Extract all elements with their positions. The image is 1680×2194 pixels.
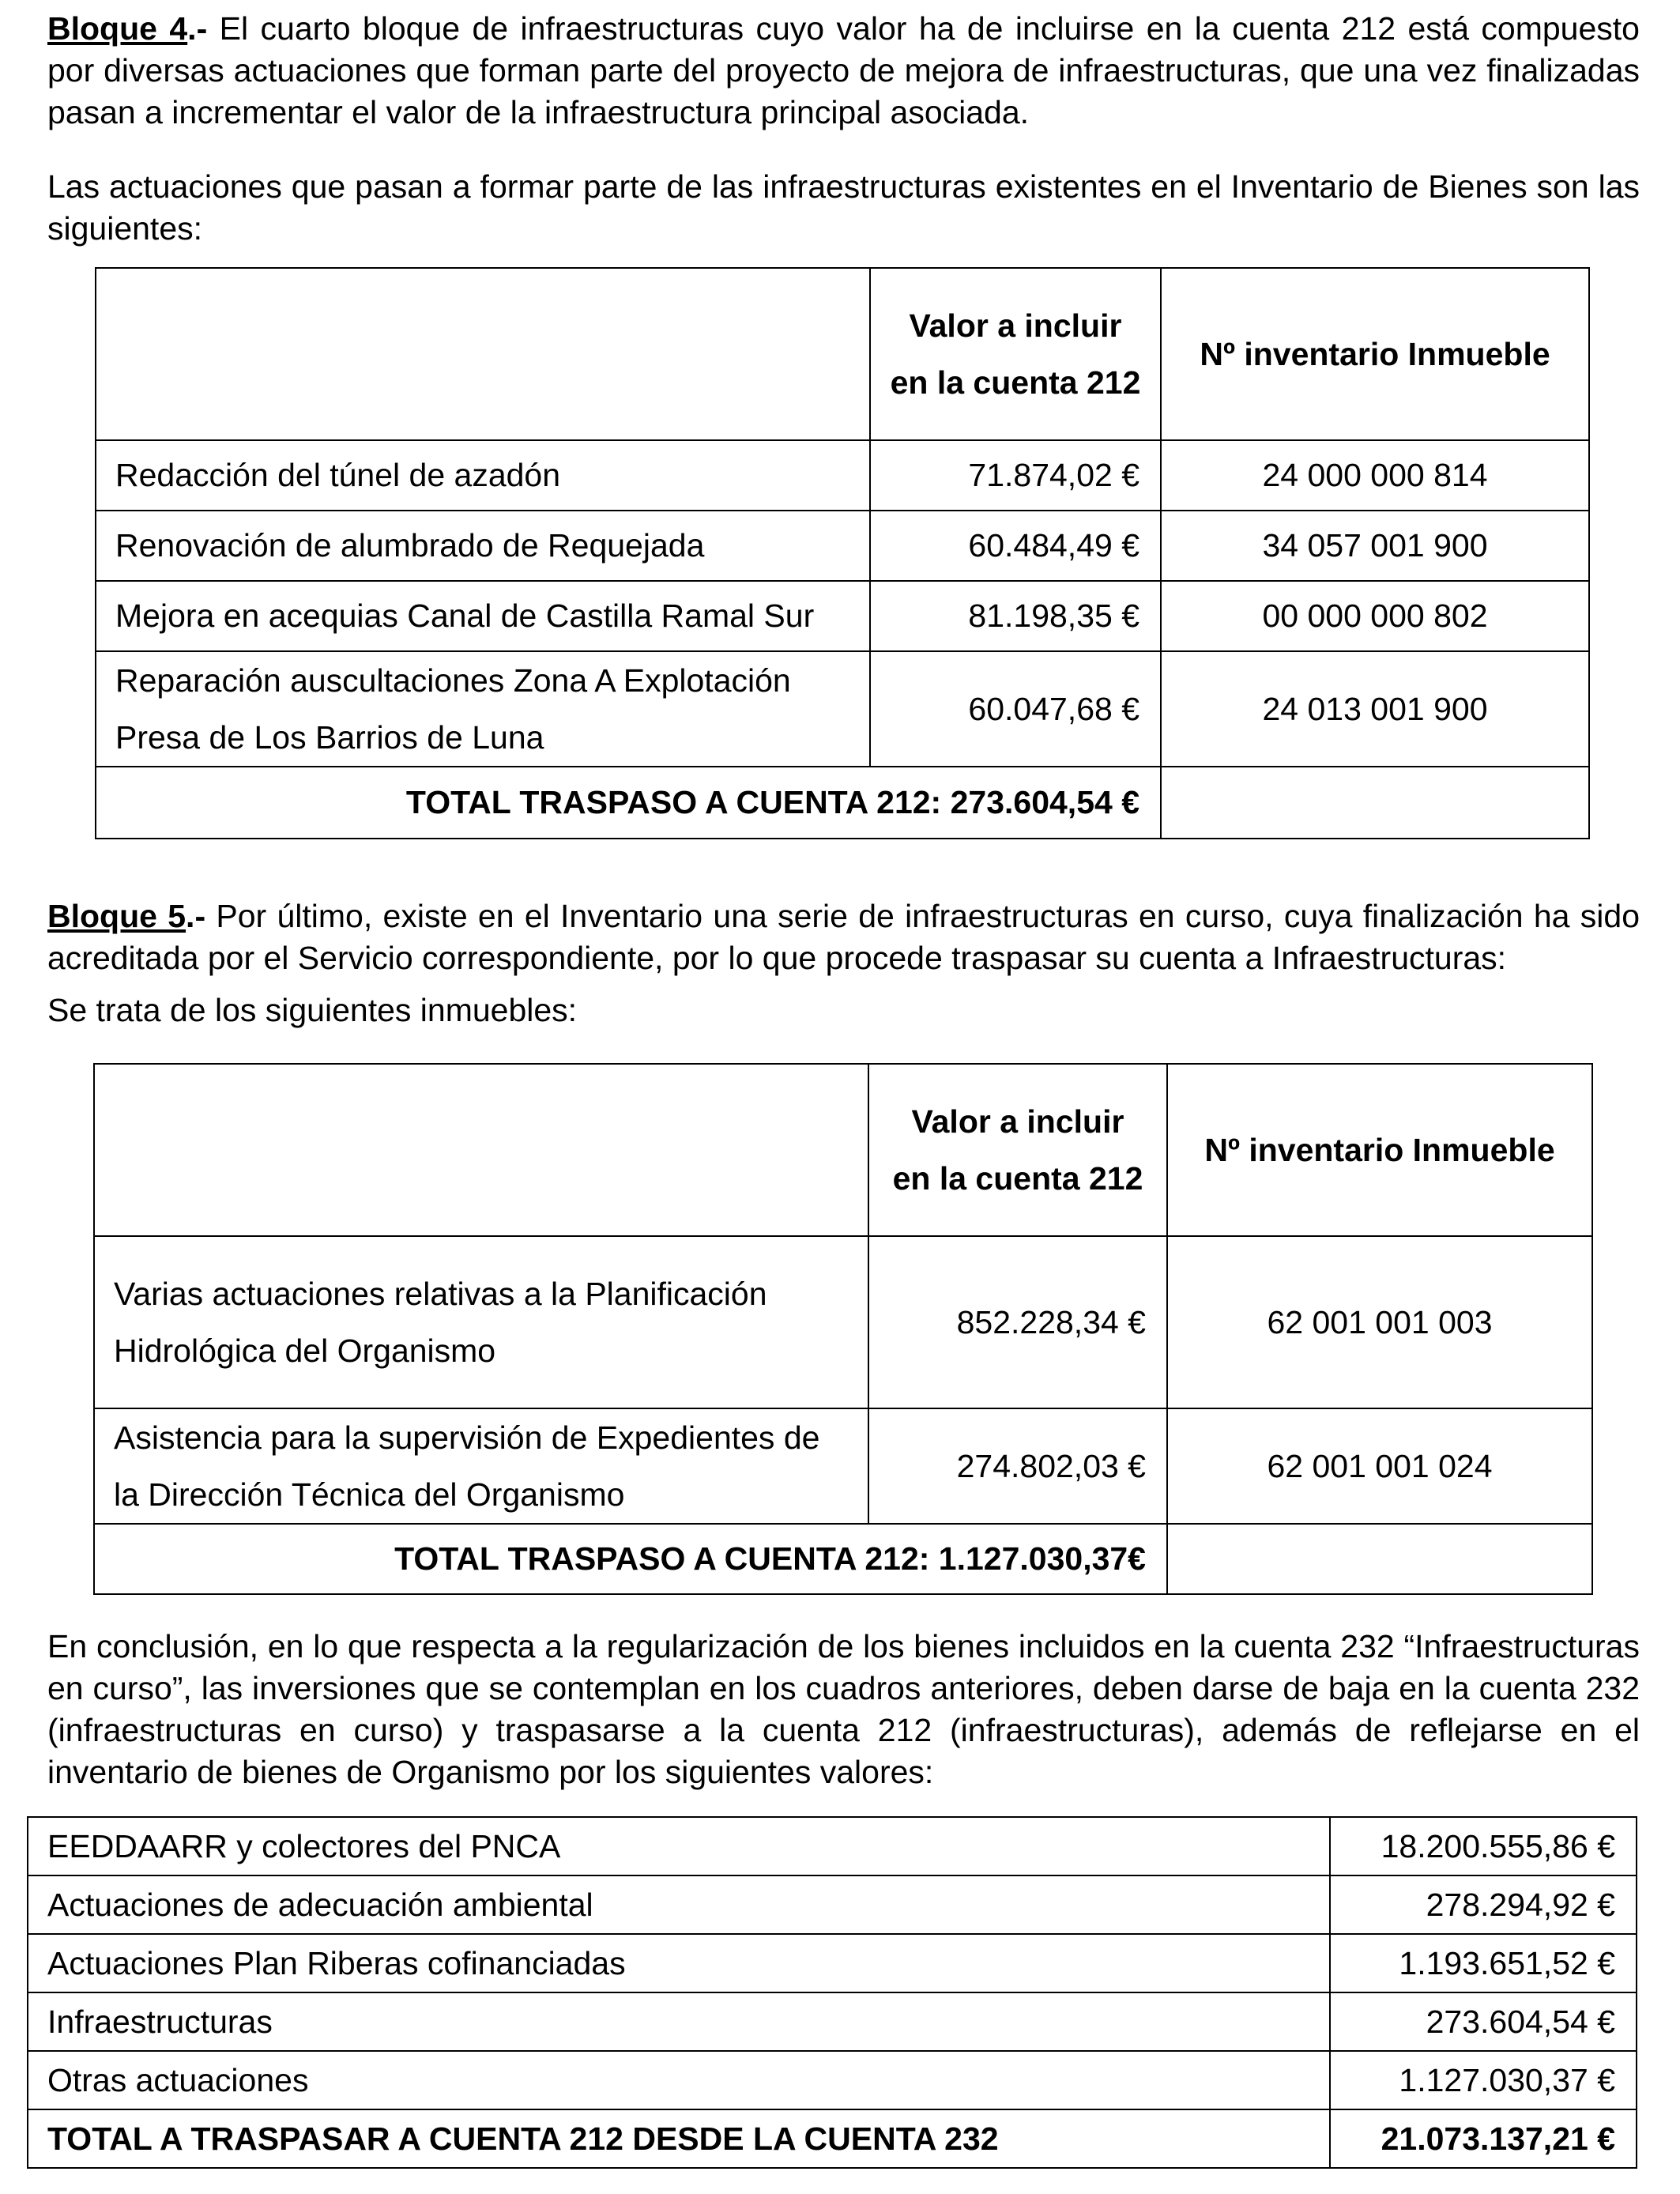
total-empty-cell [1167,1524,1592,1594]
row-value: 71.874,02 € [870,440,1161,511]
summary-label: Infraestructuras [28,1992,1330,2051]
row-description: Renovación de alumbrado de Requejada [96,511,870,581]
bloque5-paragraph [47,895,1640,979]
header-inventory: Nº inventario Inmueble [1167,1064,1592,1236]
total-empty-cell [1161,767,1589,839]
summary-total-row [28,2109,1637,2168]
table-header-row [94,1064,1592,1236]
bloque4-intro: Las actuaciones que pasan a formar parte de las infraestructuras existentes en el Inventario de Bienes son las siguientes: [47,168,1640,247]
bloque4-label: Bloque 4 [47,10,188,47]
row-value: 81.198,35 € [870,581,1161,651]
bloque4-separator: .- [187,10,208,47]
bloque5-separator: .- [186,898,206,934]
header-inventory: Nº inventario Inmueble [1161,268,1589,440]
summary-label: Otras actuaciones [28,2051,1330,2109]
table-row [96,651,1589,767]
row-value: 274.802,03 € [868,1408,1167,1524]
total-traspaso: TOTAL TRASPASO A CUENTA 212: 273.604,54 € [96,767,1161,839]
table-row [28,1817,1637,1875]
header-empty-cell [94,1064,868,1236]
row-description: Varias actuaciones relativas a la Planificación Hidrológica del Organismo [94,1236,868,1408]
header-value: Valor a incluir en la cuenta 212 [870,268,1161,440]
table-header-row [96,268,1589,440]
table-row [96,440,1589,511]
summary-value: 278.294,92 € [1330,1875,1637,1934]
summary-total-value: 21.073.137,21 € [1330,2109,1637,2168]
table-row [28,1992,1637,2051]
row-description: Asistencia para la supervisión de Expedientes de la Dirección Técnica del Organismo [94,1408,868,1524]
table-total-row [96,767,1589,839]
row-description: Mejora en acequias Canal de Castilla Ramal Sur [96,581,870,651]
row-value: 60.484,49 € [870,511,1161,581]
row-inventory: 62 001 001 024 [1167,1408,1592,1524]
table-row [94,1408,1592,1524]
row-value: 852.228,34 € [868,1236,1167,1408]
table-row [28,2051,1637,2109]
summary-label: Actuaciones de adecuación ambiental [28,1875,1330,1934]
table-bloque4 [95,267,1590,839]
row-description: Reparación auscultaciones Zona A Explotación Presa de Los Barrios de Luna [96,651,870,767]
total-traspaso: TOTAL TRASPASO A CUENTA 212: 1.127.030,37€ [94,1524,1167,1594]
table-row [28,1934,1637,1992]
row-inventory: 24 013 001 900 [1161,651,1589,767]
summary-table [27,1816,1637,2169]
bloque5-text: Por último, existe en el Inventario una serie de infraestructuras en curso, cuya finalización ha sido acreditada por el Servicio correspondiente, por lo que procede traspasar su cuenta a Infraestructuras: [47,898,1640,976]
bloque4-paragraph [47,8,1640,134]
bloque5-intro: Se trata de los siguientes inmuebles: [47,992,578,1028]
row-inventory: 00 000 000 802 [1161,581,1589,651]
summary-label: EEDDAARR y colectores del PNCA [28,1817,1330,1875]
summary-value: 1.193.651,52 € [1330,1934,1637,1992]
summary-label: Actuaciones Plan Riberas cofinanciadas [28,1934,1330,1992]
table-bloque5 [93,1063,1593,1595]
table-row [96,581,1589,651]
bloque5-label: Bloque 5 [47,898,186,934]
row-value: 60.047,68 € [870,651,1161,767]
header-empty-cell [96,268,870,440]
header-value: Valor a incluir en la cuenta 212 [868,1064,1167,1236]
row-inventory: 62 001 001 003 [1167,1236,1592,1408]
table-row [94,1236,1592,1408]
summary-total-label: TOTAL A TRASPASAR A CUENTA 212 DESDE LA CUENTA 232 [28,2109,1330,2168]
row-inventory: 24 000 000 814 [1161,440,1589,511]
conclusion-paragraph: En conclusión, en lo que respecta a la regularización de los bienes incluidos en la cuenta 232 “Infraestructuras en curso”, las inversiones que se contemplan en los cuadros anteriores, deben darse de baja en la cuenta 232 (infraestructuras en curso) y traspasarse a la cuenta 212 (infraestructuras), además de reflejarse en el inventario de bienes de Organismo por los siguientes valores: [47,1628,1640,1790]
summary-value: 273.604,54 € [1330,1992,1637,2051]
table-row [96,511,1589,581]
row-inventory: 34 057 001 900 [1161,511,1589,581]
table-total-row [94,1524,1592,1594]
table-row [28,1875,1637,1934]
row-description: Redacción del túnel de azadón [96,440,870,511]
summary-value: 1.127.030,37 € [1330,2051,1637,2109]
summary-value: 18.200.555,86 € [1330,1817,1637,1875]
bloque4-text: El cuarto bloque de infraestructuras cuyo valor ha de incluirse en la cuenta 212 está compuesto por diversas actuaciones que forman parte del proyecto de mejora de infraestructuras, que una vez finalizadas pasan a incrementar el valor de la infraestructura principal asociada. [47,10,1640,130]
